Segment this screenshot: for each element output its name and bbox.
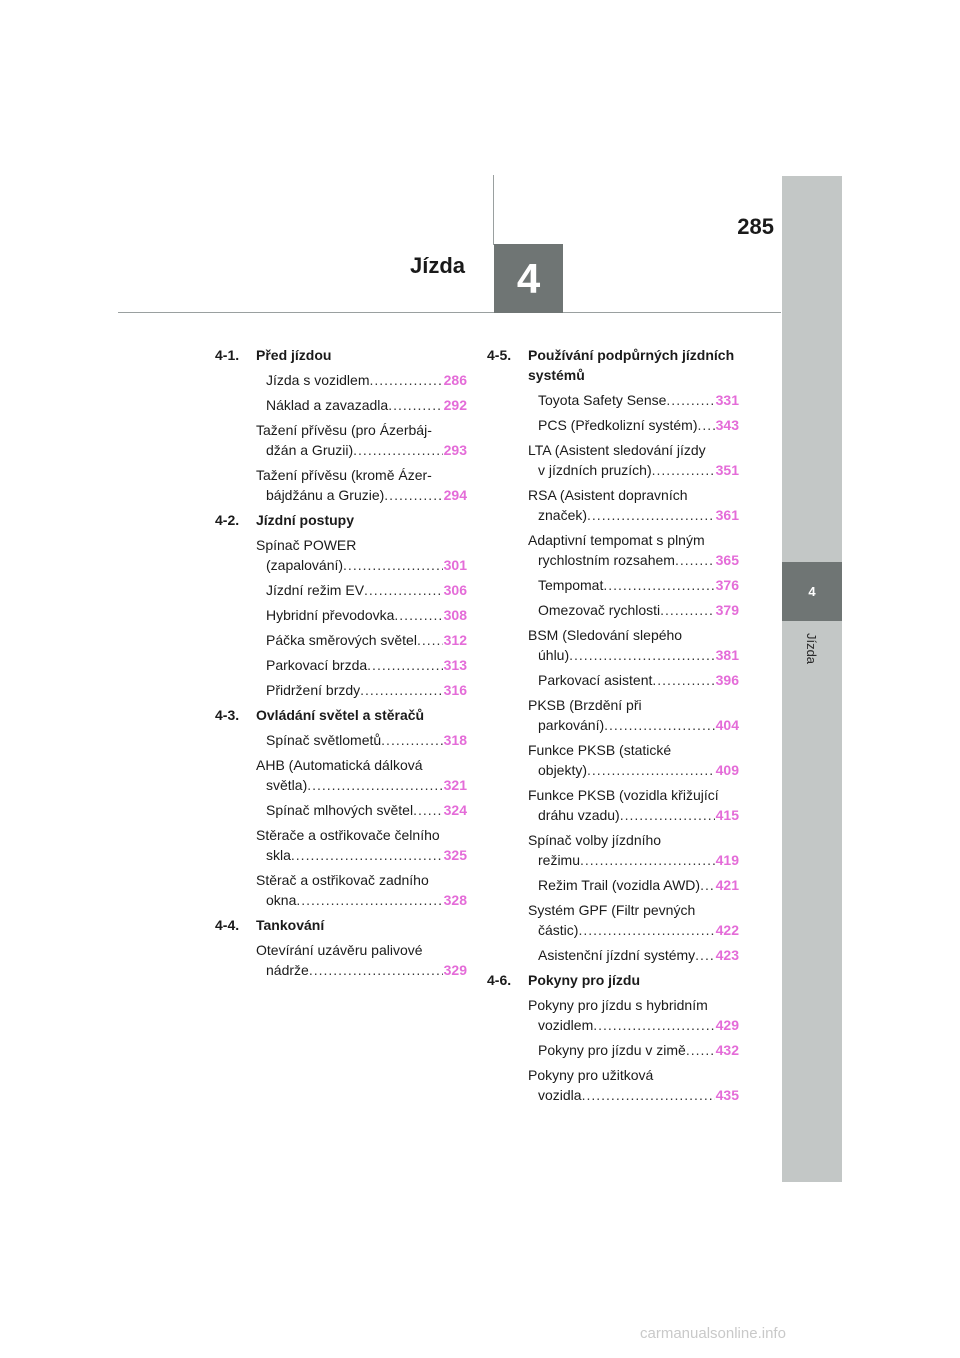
entry-last-line [538, 600, 739, 620]
entry-page-link[interactable]: 432 [715, 1042, 739, 1058]
entry-page-link[interactable]: 286 [443, 372, 467, 388]
entry-title-line: Náklad a zavazadla [266, 397, 389, 413]
entry-title-line: částic) [538, 922, 579, 938]
entry-title-line: režimu [538, 852, 581, 868]
dot-leader [587, 760, 715, 780]
dot-leader [675, 550, 715, 570]
entry-page-link[interactable]: 308 [443, 607, 467, 623]
entry-page-link[interactable]: 331 [715, 392, 739, 408]
dot-leader [697, 415, 714, 435]
dot-leader [369, 370, 442, 390]
dot-leader [291, 845, 443, 865]
entry-page-link[interactable]: 325 [443, 847, 467, 863]
entry-last-line [538, 1040, 739, 1060]
entry-page-link[interactable]: 343 [715, 417, 739, 433]
entry-title-line: Otevírání uzávěru palivové [256, 942, 423, 958]
entry-title-line: Režim Trail (vozidla AWD) [538, 877, 701, 893]
entry-title-line: vozidla [538, 1087, 582, 1103]
section-title: Před jízdou [256, 347, 332, 363]
entry-page-link[interactable]: 396 [715, 672, 739, 688]
entry-last-line [266, 485, 467, 505]
entry-last-line [538, 460, 739, 480]
toc-entry[interactable] [528, 485, 739, 525]
entry-last-line [266, 395, 467, 415]
toc-entry[interactable] [528, 900, 739, 940]
entry-title-line: Hybridní převodovka [266, 607, 395, 623]
dot-leader [343, 555, 443, 575]
entry-title-line: dráhu vzadu) [538, 807, 620, 823]
toc-section-heading [487, 345, 739, 385]
entry-page-link[interactable]: 422 [715, 922, 739, 938]
toc-entry[interactable] [528, 625, 739, 665]
header-vertical-rule [493, 175, 494, 245]
chapter-number: 4 [516, 254, 541, 302]
toc-entry[interactable] [528, 740, 739, 780]
entry-page-link[interactable]: 328 [443, 892, 467, 908]
watermark: carmanualsonline.info [640, 1325, 786, 1342]
dot-leader [660, 600, 714, 620]
page-number: 285 [737, 214, 774, 239]
entry-last-line [266, 655, 467, 675]
entry-last-line [538, 415, 739, 435]
entry-page-link[interactable]: 321 [443, 777, 467, 793]
toc-entry[interactable] [256, 605, 467, 625]
toc-entry[interactable] [528, 785, 739, 825]
entry-title-line: skla [266, 847, 291, 863]
entry-title-line: BSM (Sledování slepého [528, 627, 683, 643]
entry-last-line [538, 670, 739, 690]
toc-entry[interactable] [256, 800, 467, 820]
entry-title-line: okna [266, 892, 297, 908]
entry-title-line: Omezovač rychlosti [538, 602, 661, 618]
toc-entry[interactable] [256, 730, 467, 750]
toc-section-heading [215, 345, 467, 365]
dot-leader [620, 805, 715, 825]
entry-title-line: Pokyny pro jízdu v zimě [538, 1042, 686, 1058]
dot-leader [296, 890, 442, 910]
dot-leader [353, 440, 442, 460]
entry-last-line [266, 555, 467, 575]
entry-last-line [266, 680, 467, 700]
entry-last-line [266, 775, 467, 795]
entry-title-line: Jízda s vozidlem [266, 372, 370, 388]
entry-title-line: RSA (Asistent dopravních [528, 487, 688, 503]
toc-entry[interactable] [256, 535, 467, 575]
entry-last-line [266, 605, 467, 625]
entry-last-line [266, 845, 467, 865]
entry-last-line [266, 800, 467, 820]
entry-page-link[interactable]: 361 [715, 507, 739, 523]
toc-entry[interactable] [256, 465, 467, 505]
entry-last-line [266, 960, 467, 980]
section-number: 4-1. [215, 347, 240, 363]
entry-title-line: Tažení přívěsu (kromě Ázer- [256, 467, 432, 483]
entry-title-line: vozidlem [538, 1017, 594, 1033]
entry-last-line [266, 890, 467, 910]
dot-leader [367, 655, 442, 675]
toc-section-heading [215, 915, 467, 935]
entry-title-line: Stěrač a ostřikovač zadního [256, 872, 429, 888]
entry-title-line: džán a Gruzii) [266, 442, 354, 458]
toc-section-heading [215, 705, 467, 725]
toc-left-column [215, 345, 467, 980]
entry-title-line: Přidržení brzdy [266, 682, 361, 698]
entry-title-line: Páčka směrových světel [266, 632, 417, 648]
sidebar-tab-number: 4 [808, 584, 816, 599]
toc-entry[interactable] [256, 680, 467, 700]
chapter-title: Jízda [410, 253, 466, 278]
entry-last-line [538, 850, 739, 870]
entry-page-link[interactable]: 365 [715, 552, 739, 568]
entry-title-line: objekty) [538, 762, 588, 778]
entry-page-link[interactable]: 306 [443, 582, 467, 598]
dot-leader [580, 850, 715, 870]
entry-title-line: Spínač POWER [256, 537, 357, 553]
entry-title-line: rychlostním rozsahem [538, 552, 675, 568]
entry-page-link[interactable]: 318 [443, 732, 467, 748]
entry-page-link[interactable]: 313 [443, 657, 467, 673]
entry-last-line [538, 645, 739, 665]
toc-entry[interactable] [528, 830, 739, 870]
entry-page-link[interactable]: 312 [443, 632, 467, 648]
dot-leader [360, 680, 442, 700]
toc-section-heading [215, 510, 467, 530]
entry-title-line: Pokyny pro užitková [528, 1067, 654, 1083]
dot-leader [604, 715, 714, 735]
dot-leader [652, 460, 715, 480]
toc-entry[interactable] [528, 945, 739, 965]
toc-entry[interactable] [528, 440, 739, 480]
entry-last-line [538, 805, 739, 825]
toc-entry[interactable] [528, 695, 739, 735]
sidebar-label-text: Jízda [804, 632, 820, 664]
entry-title-line: Spínač mlhových světel [266, 802, 414, 818]
entry-title-line: Adaptivní tempomat s plným [528, 532, 705, 548]
entry-page-link[interactable]: 293 [443, 442, 467, 458]
entry-last-line [538, 550, 739, 570]
entry-last-line [538, 505, 739, 525]
entry-page-link[interactable]: 329 [443, 962, 467, 978]
entry-title-line: LTA (Asistent sledování jízdy [528, 442, 706, 458]
toc-entry[interactable] [528, 600, 739, 620]
dot-leader [417, 630, 443, 650]
dot-leader [587, 505, 715, 525]
entry-last-line [266, 730, 467, 750]
dot-leader [388, 395, 442, 415]
dot-leader [569, 645, 715, 665]
entry-page-link[interactable]: 409 [715, 762, 739, 778]
toc-entry[interactable] [256, 655, 467, 675]
toc-entry[interactable] [256, 420, 467, 460]
section-title: Jízdní postupy [256, 512, 354, 528]
section-title: Tankování [256, 917, 325, 933]
toc-entry[interactable] [528, 1065, 739, 1105]
section-number: 4-5. [487, 347, 512, 363]
entry-title-line: Jízdní režim EV [266, 582, 365, 598]
entry-title-line: Funkce PKSB (statické [528, 742, 672, 758]
entry-page-link[interactable]: 423 [715, 947, 739, 963]
entry-last-line [538, 715, 739, 735]
sidebar-label [782, 628, 842, 668]
entry-page-link[interactable]: 376 [715, 577, 739, 593]
section-number: 4-3. [215, 707, 240, 723]
toc-entry[interactable] [256, 395, 467, 415]
dot-leader [364, 580, 443, 600]
dot-leader [394, 605, 442, 625]
entry-title-line: nádrže [266, 962, 309, 978]
entry-page-link[interactable]: 351 [715, 462, 739, 478]
entry-page-link[interactable]: 435 [715, 1087, 739, 1103]
entry-title-line: v jízdních pruzích) [538, 462, 652, 478]
toc-entry[interactable] [528, 1040, 739, 1060]
dot-leader [384, 485, 442, 505]
entry-last-line [266, 440, 467, 460]
entry-page-link[interactable]: 419 [715, 852, 739, 868]
entry-last-line [538, 760, 739, 780]
entry-title-line: Parkovací brzda [266, 657, 368, 673]
entry-title-line: úhlu) [538, 647, 570, 663]
dot-leader [307, 775, 442, 795]
entry-page-link[interactable]: 421 [715, 877, 739, 893]
entry-title-line: Stěrače a ostřikovače čelního [256, 827, 440, 843]
toc-entry[interactable] [256, 580, 467, 600]
entry-page-link[interactable]: 324 [443, 802, 467, 818]
toc-entry[interactable] [256, 825, 467, 865]
entry-page-link[interactable]: 404 [715, 717, 739, 733]
toc-right-column [487, 345, 739, 1105]
entry-title-line: parkování) [538, 717, 605, 733]
entry-page-link[interactable]: 294 [443, 487, 467, 503]
dot-leader [652, 670, 714, 690]
toc-entry[interactable] [528, 415, 739, 435]
toc-entry[interactable] [256, 630, 467, 650]
entry-title-line: Parkovací asistent [538, 672, 653, 688]
toc-entry[interactable] [528, 390, 739, 410]
entry-title-line: Tažení přívěsu (pro Ázerbáj- [256, 422, 432, 438]
section-number: 4-2. [215, 512, 240, 528]
entry-last-line [538, 875, 739, 895]
entry-page-link[interactable]: 379 [715, 602, 739, 618]
entry-title-line: Asistenční jízdní systémy [538, 947, 696, 963]
toc-entry[interactable] [528, 530, 739, 570]
entry-last-line [266, 630, 467, 650]
entry-page-link[interactable]: 429 [715, 1017, 739, 1033]
entry-title-line: Systém GPF (Filtr pevných [528, 902, 696, 918]
dot-leader [582, 1085, 715, 1105]
section-title: Pokyny pro jízdu [528, 972, 641, 988]
dot-leader [381, 730, 442, 750]
entry-last-line [538, 945, 739, 965]
entry-last-line [266, 370, 467, 390]
entry-page-link[interactable]: 316 [443, 682, 467, 698]
entry-title-line: (zapalování) [266, 557, 344, 573]
entry-page-link[interactable]: 301 [443, 557, 467, 573]
toc-entry[interactable] [528, 995, 739, 1035]
chapter-number-box [494, 244, 563, 313]
dot-leader [593, 1015, 714, 1035]
toc-entry[interactable] [528, 575, 739, 595]
sidebar-chapter-tab[interactable] [782, 562, 842, 621]
dot-leader [309, 960, 443, 980]
entry-title-line: značek) [538, 507, 588, 523]
toc-entry[interactable] [528, 670, 739, 690]
toc-entry[interactable] [528, 875, 739, 895]
entry-last-line [266, 580, 467, 600]
toc-entry[interactable] [256, 370, 467, 390]
dot-leader [666, 390, 714, 410]
dot-leader [603, 575, 714, 595]
dot-leader [578, 920, 714, 940]
entry-title-line: Tempomat [538, 577, 604, 593]
toc-entry[interactable] [256, 870, 467, 910]
section-number: 4-4. [215, 917, 240, 933]
entry-last-line [538, 1015, 739, 1035]
entry-title-line: AHB (Automatická dálková [256, 757, 423, 773]
entry-page-link[interactable]: 415 [715, 807, 739, 823]
header-horizontal-rule [118, 312, 781, 313]
entry-last-line [538, 390, 739, 410]
entry-page-link[interactable]: 292 [443, 397, 467, 413]
entry-title-line: Spínač volby jízdního [528, 832, 662, 848]
section-title: Používání podpůrných jízdních systémů [528, 347, 735, 383]
dot-leader [700, 875, 715, 895]
entry-title-line: PCS (Předkolizní systém) [538, 417, 698, 433]
entry-title-line: Toyota Safety Sense [538, 392, 667, 408]
chapter-sidebar [782, 176, 842, 1182]
entry-title-line: bájdžánu a Gruzie) [266, 487, 385, 503]
entry-last-line [538, 575, 739, 595]
dot-leader [686, 1040, 715, 1060]
entry-last-line [538, 920, 739, 940]
dot-leader [413, 800, 443, 820]
toc-entry[interactable] [256, 755, 467, 795]
section-number: 4-6. [487, 972, 512, 988]
entry-title-line: PKSB (Brzdění při [528, 697, 642, 713]
section-title: Ovládání světel a stěračů [256, 707, 425, 723]
toc-entry[interactable] [256, 940, 467, 980]
dot-leader [695, 945, 714, 965]
entry-last-line [538, 1085, 739, 1105]
entry-title-line: Spínač světlometů [266, 732, 382, 748]
toc-section-heading [487, 970, 739, 990]
entry-title-line: světla) [266, 777, 308, 793]
entry-title-line: Funkce PKSB (vozidla křižující [528, 787, 719, 803]
entry-page-link[interactable]: 381 [715, 647, 739, 663]
entry-title-line: Pokyny pro jízdu s hybridním [528, 997, 708, 1013]
